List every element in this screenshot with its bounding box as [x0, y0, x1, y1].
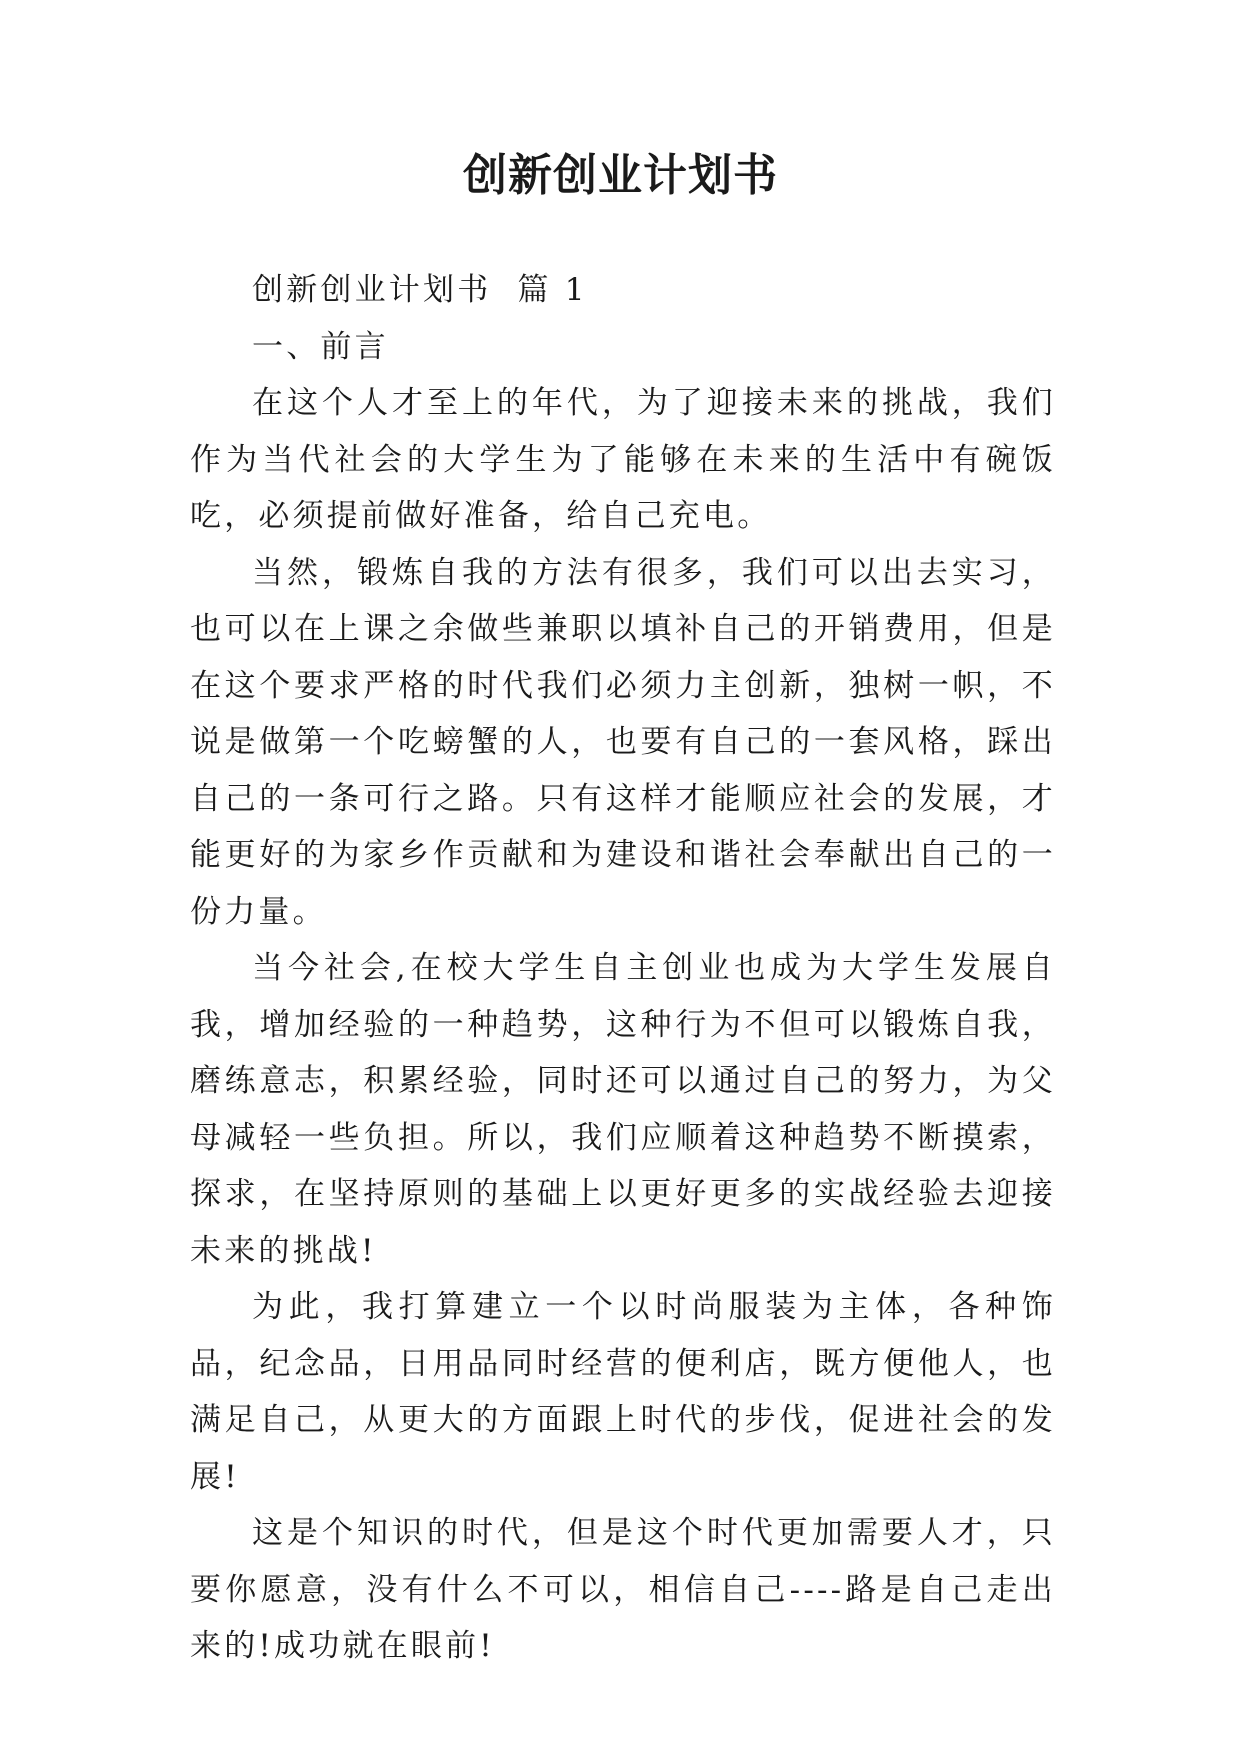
section-heading: 创新创业计划书 篇 1 [252, 272, 588, 308]
paragraph-4: 为此，我打算建立一个以时尚服装为主体，各种饰品，纪念品，日用品同时经营的便利店，既方便他人，也满足自己，从更大的方面跟上时代的步伐，促进社会的发展! [190, 1289, 1056, 1495]
paragraph-3: 当今社会,在校大学生自主创业也成为大学生发展自我，增加经验的一种趋势，这种行为不但可以锻炼自我，磨练意志，积累经验，同时还可以通过自己的努力，为父母减轻一些负担。所以，我们应顺着这种趋势不断摸索，探求，在坚持原则的基础上以更好更多的实战经验去迎接未来的挑战! [190, 950, 1056, 1269]
document-body [190, 262, 1056, 1675]
paragraph-5: 这是个知识的时代，但是这个时代更加需要人才，只要你愿意，没有什么不可以，相信自己----路是自己走出来的!成功就在眼前! [190, 1515, 1056, 1664]
document-title: 创新创业计划书 [463, 150, 778, 201]
preface-heading: 一、前言 [252, 328, 389, 365]
paragraph-2: 当然，锻炼自我的方法有很多，我们可以出去实习，也可以在上课之余做些兼职以填补自己的开销费用，但是在这个要求严格的时代我们必须力主创新，独树一帜，不说是做第一个吃螃蟹的人，也要有自己的一套风格，踩出自己的一条可行之路。只有这样才能顺应社会的发展，才能更好的为家乡作贡献和为建设和谐社会奉献出自己的一份力量。 [190, 554, 1056, 930]
paragraph-1: 在这个人才至上的年代，为了迎接未来的挑战，我们作为当代社会的大学生为了能够在未来的生活中有碗饭吃，必须提前做好准备，给自己充电。 [190, 385, 1056, 534]
